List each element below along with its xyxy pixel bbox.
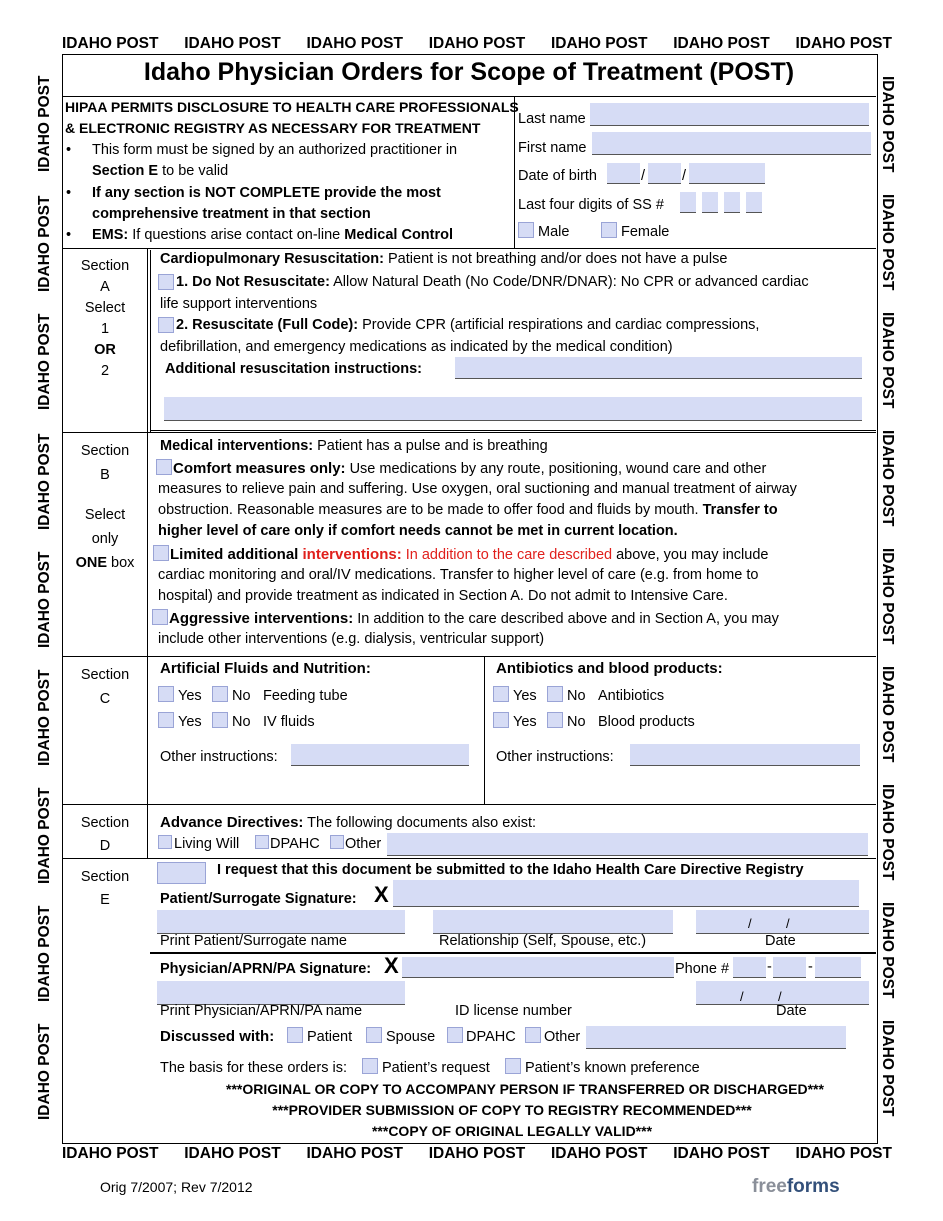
post-label: IDAHO POST [879, 784, 896, 881]
cpr-heading: Cardiopulmonary Resuscitation: [160, 251, 384, 267]
comfort-measures-text: higher level of care only if comfort needs cannot be met in current location. [158, 523, 678, 539]
instruction-text: to be valid [158, 163, 229, 179]
physician-signature-label: Physician/APRN/PA Signature: [160, 961, 372, 977]
yes-label: Yes [513, 714, 537, 730]
last-name-field[interactable] [590, 103, 869, 126]
post-label: IDAHO POST [62, 1145, 159, 1162]
basis-request-label: Patient’s request [382, 1060, 490, 1076]
print-physician-name-label: Print Physician/APRN/PA name [160, 1003, 363, 1019]
post-label: IDAHO POST [428, 1145, 526, 1162]
aggressive-interventions-option: Aggressive interventions: [169, 610, 354, 627]
date-separator: / [786, 916, 790, 931]
discussed-spouse-checkbox[interactable] [366, 1027, 382, 1043]
male-checkbox[interactable] [518, 222, 534, 238]
date-separator: / [740, 989, 744, 1004]
limited-interventions-option: interventions: [302, 546, 402, 563]
section-c-label [64, 664, 146, 712]
phone-line-field[interactable] [815, 957, 861, 978]
physician-date-field[interactable] [696, 981, 869, 1005]
date-label: Date [765, 933, 796, 949]
patient-signature-label: Patient/Surrogate Signature: [160, 891, 357, 907]
section-label-line: Section [80, 443, 130, 459]
discussed-spouse-label: Spouse [386, 1029, 436, 1045]
antibiotics-heading: Antibiotics and blood products: [496, 660, 723, 677]
section-label-line: Section [80, 667, 130, 683]
other-document-field[interactable] [387, 833, 868, 856]
signature-x-mark: X [384, 953, 399, 978]
section-b-label [64, 440, 146, 576]
dpahc-checkbox[interactable] [255, 835, 269, 849]
male-label: Male [538, 224, 570, 240]
section-label-line: Section [80, 869, 130, 885]
section-label-line: D [99, 838, 111, 855]
bullet-glyph: • [66, 142, 72, 158]
basis-label: The basis for these orders is: [160, 1060, 347, 1076]
post-label: IDAHO POST [879, 430, 896, 527]
post-label: IDAHO POST [879, 194, 896, 291]
limited-interventions-text: hospital) and provide treatment as indicated in Section A. Do not admit to Intensive Care. [158, 588, 728, 604]
physician-signature-field[interactable] [402, 957, 674, 978]
registry-request: I request that this document be submitted to the Idaho Health Care Directive Registry [217, 862, 804, 878]
cpr-heading-rest: Patient is not breathing and/or does not have a pulse [383, 251, 728, 267]
phone-prefix-field[interactable] [773, 957, 806, 978]
post-label: IDAHO POST [184, 35, 281, 52]
ss-digit-field[interactable] [680, 192, 696, 213]
top-post-labels [62, 35, 892, 53]
divider [150, 430, 876, 431]
hipaa-notice: HIPAA PERMITS DISCLOSURE TO HEALTH CARE PROFESSIONALS [65, 99, 519, 115]
date-label: Date [776, 1003, 807, 1019]
post-label: IDAHO POST [879, 666, 896, 763]
dnr-option-text: Allow Natural Death (No Code/DNR/DNAR): No CPR or advanced cardiac [329, 274, 809, 290]
phone-dash: - [808, 959, 813, 975]
post-label: IDAHO POST [551, 1145, 648, 1162]
dnr-checkbox[interactable] [158, 274, 174, 290]
section-label-line: Section [80, 258, 130, 274]
basis-preference-checkbox[interactable] [505, 1058, 521, 1074]
full-code-checkbox[interactable] [158, 317, 174, 333]
medical-interventions-rest: Patient has a pulse and is breathing [313, 438, 548, 454]
post-label: IDAHO POST [673, 1145, 770, 1162]
other-instructions-label: Other instructions: [160, 749, 278, 765]
female-checkbox[interactable] [601, 222, 617, 238]
instruction-text: Medical Control [344, 227, 454, 243]
section-label-line: C [99, 690, 111, 707]
divider [514, 96, 515, 248]
divider [62, 96, 876, 97]
post-label: IDAHO POST [36, 1023, 53, 1120]
female-label: Female [621, 224, 670, 240]
print-patient-name-field[interactable] [157, 910, 405, 934]
section-label-one: ONE [75, 554, 107, 571]
section-label-spacer [64, 488, 146, 504]
blood-products-no-checkbox[interactable] [547, 712, 563, 728]
section-label-line: Select [84, 506, 126, 523]
divider [150, 250, 151, 432]
section-label-line: only [91, 530, 119, 547]
other-document-label: Other [345, 836, 382, 852]
phone-dash: - [767, 959, 772, 975]
additional-instructions-field[interactable] [455, 357, 862, 379]
post-label: IDAHO POST [795, 35, 892, 52]
limited-interventions-text: In addition to the care described [401, 547, 613, 563]
living-will-checkbox[interactable] [158, 835, 172, 849]
first-name-label: First name [518, 140, 587, 156]
additional-instructions-label: Additional resuscitation instructions: [165, 361, 422, 377]
limited-interventions-option: Limited additional [170, 546, 303, 563]
iv-fluids-label: IV fluids [263, 714, 315, 730]
section-label-line: B [100, 466, 110, 483]
bullet-glyph: • [66, 185, 72, 201]
page-title: Idaho Physician Orders for Scope of Treatment (POST) [143, 58, 795, 86]
antibiotics-no-checkbox[interactable] [547, 686, 563, 702]
no-label: No [567, 714, 586, 730]
divider [62, 858, 876, 859]
bottom-post-labels [62, 1145, 892, 1163]
aggressive-interventions-text: In addition to the care described above and in Section A, you may [353, 611, 779, 627]
divider [62, 656, 876, 657]
bullet-glyph: • [66, 227, 72, 243]
post-label: IDAHO POST [36, 787, 53, 884]
patient-signature-field[interactable] [393, 880, 859, 907]
post-label: IDAHO POST [879, 902, 896, 999]
ss-digit-field[interactable] [746, 192, 762, 213]
copy-valid-note: ***COPY OF ORIGINAL LEGALLY VALID*** [371, 1123, 653, 1139]
instruction-text: If questions arise contact on-line [128, 227, 345, 243]
feeding-tube-label: Feeding tube [263, 688, 348, 704]
fluids-heading: Artificial Fluids and Nutrition: [160, 660, 371, 677]
dob-separator: / [682, 168, 687, 184]
post-label: IDAHO POST [36, 195, 53, 292]
ss-label: Last four digits of SS # [518, 197, 664, 213]
blood-products-yes-checkbox[interactable] [493, 712, 509, 728]
section-a-label [64, 256, 146, 382]
dob-label: Date of birth [518, 168, 597, 184]
yes-label: Yes [513, 688, 537, 704]
comfort-measures-text: measures to relieve pain and suffering. Use oxygen, oral suctioning and manual treatment of airway [158, 481, 797, 497]
post-label: IDAHO POST [879, 548, 896, 645]
discussed-other-label: Other [544, 1029, 581, 1045]
dnr-option: 1. Do Not Resuscitate: [176, 274, 330, 290]
freeforms-logo [752, 1176, 840, 1198]
divider [62, 248, 876, 249]
advance-directives-text: The following documents also exist: [303, 815, 537, 831]
post-label: IDAHO POST [306, 35, 403, 52]
comfort-measures-option: Comfort measures only: [173, 460, 346, 477]
phone-label: Phone # [675, 961, 730, 977]
ss-digit-field[interactable] [702, 192, 718, 213]
limited-interventions-text: cardiac monitoring and oral/IV medications. Transfer to higher level of care (e.g. from home to [158, 567, 759, 583]
divider [484, 656, 485, 804]
section-label-line: 2 [100, 363, 110, 380]
post-label: IDAHO POST [36, 669, 53, 766]
full-code-option: 2. Resuscitate (Full Code): [176, 317, 359, 333]
section-e-label [64, 866, 146, 912]
ss-digit-field[interactable] [724, 192, 740, 213]
dob-day-field[interactable] [648, 163, 681, 184]
logo-forms: forms [786, 1176, 840, 1197]
post-label: IDAHO POST [306, 1145, 403, 1162]
dob-month-field[interactable] [607, 163, 640, 184]
aggressive-interventions-checkbox[interactable] [152, 609, 168, 625]
antibiotics-label: Antibiotics [598, 688, 665, 704]
dnr-option-text: life support interventions [160, 296, 318, 312]
post-label: IDAHO POST [673, 35, 770, 52]
advance-directives-heading: Advance Directives: [160, 814, 304, 831]
section-d-label [64, 812, 146, 858]
medical-interventions-heading: Medical interventions: [160, 438, 314, 454]
discussed-patient-label: Patient [307, 1029, 353, 1045]
other-instructions-label: Other instructions: [496, 749, 614, 765]
divider [147, 248, 148, 858]
aggressive-interventions-text: include other interventions (e.g. dialysis, ventricular support) [158, 631, 545, 647]
full-code-option-text: Provide CPR (artificial respirations and cardiac compressions, [358, 317, 760, 333]
feeding-tube-no-checkbox[interactable] [212, 686, 228, 702]
section-label-line: 1 [100, 321, 110, 338]
registry-note: ***PROVIDER SUBMISSION OF COPY TO REGISTRY RECOMMENDED*** [272, 1102, 752, 1118]
first-name-field[interactable] [592, 132, 871, 155]
date-separator: / [778, 989, 782, 1004]
discussed-other-checkbox[interactable] [525, 1027, 541, 1043]
basis-request-checkbox[interactable] [362, 1058, 378, 1074]
post-label: IDAHO POST [62, 35, 159, 52]
transfer-note: ***ORIGINAL OR COPY TO ACCOMPANY PERSON IF TRANSFERRED OR DISCHARGED*** [226, 1081, 824, 1097]
section-label-line: A [100, 279, 110, 296]
section-label-line: Section [80, 815, 130, 831]
relationship-field[interactable] [433, 910, 673, 934]
discussed-other-field[interactable] [586, 1026, 846, 1049]
basis-preference-label: Patient’s known preference [525, 1060, 700, 1076]
post-label: IDAHO POST [879, 76, 896, 173]
last-name-label: Last name [518, 111, 586, 127]
limited-interventions-text: above, you may include [612, 547, 769, 563]
post-label: IDAHO POST [879, 1020, 896, 1117]
instruction-text: If any section is NOT COMPLETE provide the most [92, 185, 441, 201]
dpahc-label: DPAHC [270, 836, 320, 852]
instruction-text: This form must be signed by an authorized practitioner in [92, 142, 458, 158]
registry-checkbox-field[interactable] [157, 862, 206, 884]
section-label-line: box [111, 554, 135, 571]
iv-fluids-yes-checkbox[interactable] [158, 712, 174, 728]
yes-label: Yes [178, 714, 202, 730]
revision-text: Orig 7/2007; Rev 7/2012 [100, 1179, 253, 1195]
post-label: IDAHO POST [36, 433, 53, 530]
signature-x-mark: X [374, 882, 389, 907]
post-label: IDAHO POST [551, 35, 648, 52]
other-document-checkbox[interactable] [330, 835, 344, 849]
section-label-line: E [100, 892, 110, 909]
patient-date-field[interactable] [696, 910, 869, 934]
fluids-other-instructions-field[interactable] [291, 744, 469, 766]
comfort-measures-checkbox[interactable] [156, 459, 172, 475]
antibiotics-yes-checkbox[interactable] [493, 686, 509, 702]
phone-area-field[interactable] [733, 957, 766, 978]
post-label: IDAHO POST [36, 313, 53, 410]
instruction-text: EMS: [92, 227, 129, 243]
limited-interventions-checkbox[interactable] [153, 545, 169, 561]
print-patient-name-label: Print Patient/Surrogate name [160, 933, 347, 949]
discussed-dpahc-checkbox[interactable] [447, 1027, 463, 1043]
full-code-option-text: defibrillation, and emergency medications as indicated by the medical condition) [160, 339, 673, 355]
post-label: IDAHO POST [879, 312, 896, 409]
dob-year-field[interactable] [689, 163, 765, 184]
id-license-label: ID license number [455, 1003, 572, 1019]
post-label: IDAHO POST [795, 1145, 892, 1162]
iv-fluids-no-checkbox[interactable] [212, 712, 228, 728]
yes-label: Yes [178, 688, 202, 704]
relationship-label: Relationship (Self, Spouse, etc.) [439, 933, 647, 949]
comfort-measures-text: Transfer to [702, 502, 778, 518]
instruction-text: Section E [92, 163, 159, 179]
additional-instructions-field-2[interactable] [164, 397, 862, 421]
discussed-patient-checkbox[interactable] [287, 1027, 303, 1043]
no-label: No [232, 688, 251, 704]
discussed-dpahc-label: DPAHC [466, 1029, 516, 1045]
antibiotics-other-instructions-field[interactable] [630, 744, 860, 766]
section-label-line: Select [84, 300, 126, 317]
date-separator: / [748, 916, 752, 931]
divider [62, 432, 876, 433]
post-label: IDAHO POST [428, 35, 526, 52]
divider [150, 952, 876, 954]
logo-free: free [752, 1176, 787, 1197]
post-label: IDAHO POST [184, 1145, 281, 1162]
instruction-text: comprehensive treatment in that section [92, 206, 371, 222]
dob-separator: / [641, 168, 646, 184]
post-label: IDAHO POST [36, 551, 53, 648]
comfort-measures-text: Use medications by any route, positioning, wound care and other [345, 461, 767, 477]
blood-products-label: Blood products [598, 714, 695, 730]
discussed-with-label: Discussed with: [160, 1028, 275, 1045]
post-label: IDAHO POST [36, 905, 53, 1002]
print-physician-name-field[interactable] [157, 981, 405, 1005]
living-will-label: Living Will [174, 836, 240, 852]
no-label: No [232, 714, 251, 730]
feeding-tube-yes-checkbox[interactable] [158, 686, 174, 702]
no-label: No [567, 688, 586, 704]
divider [62, 804, 876, 805]
section-label-line: OR [94, 342, 116, 359]
post-label: IDAHO POST [36, 75, 53, 172]
comfort-measures-text: obstruction. Reasonable measures are to be made to offer food and fluids by mouth. [158, 502, 703, 518]
hipaa-notice: & ELECTRONIC REGISTRY AS NECESSARY FOR TREATMENT [65, 120, 481, 136]
